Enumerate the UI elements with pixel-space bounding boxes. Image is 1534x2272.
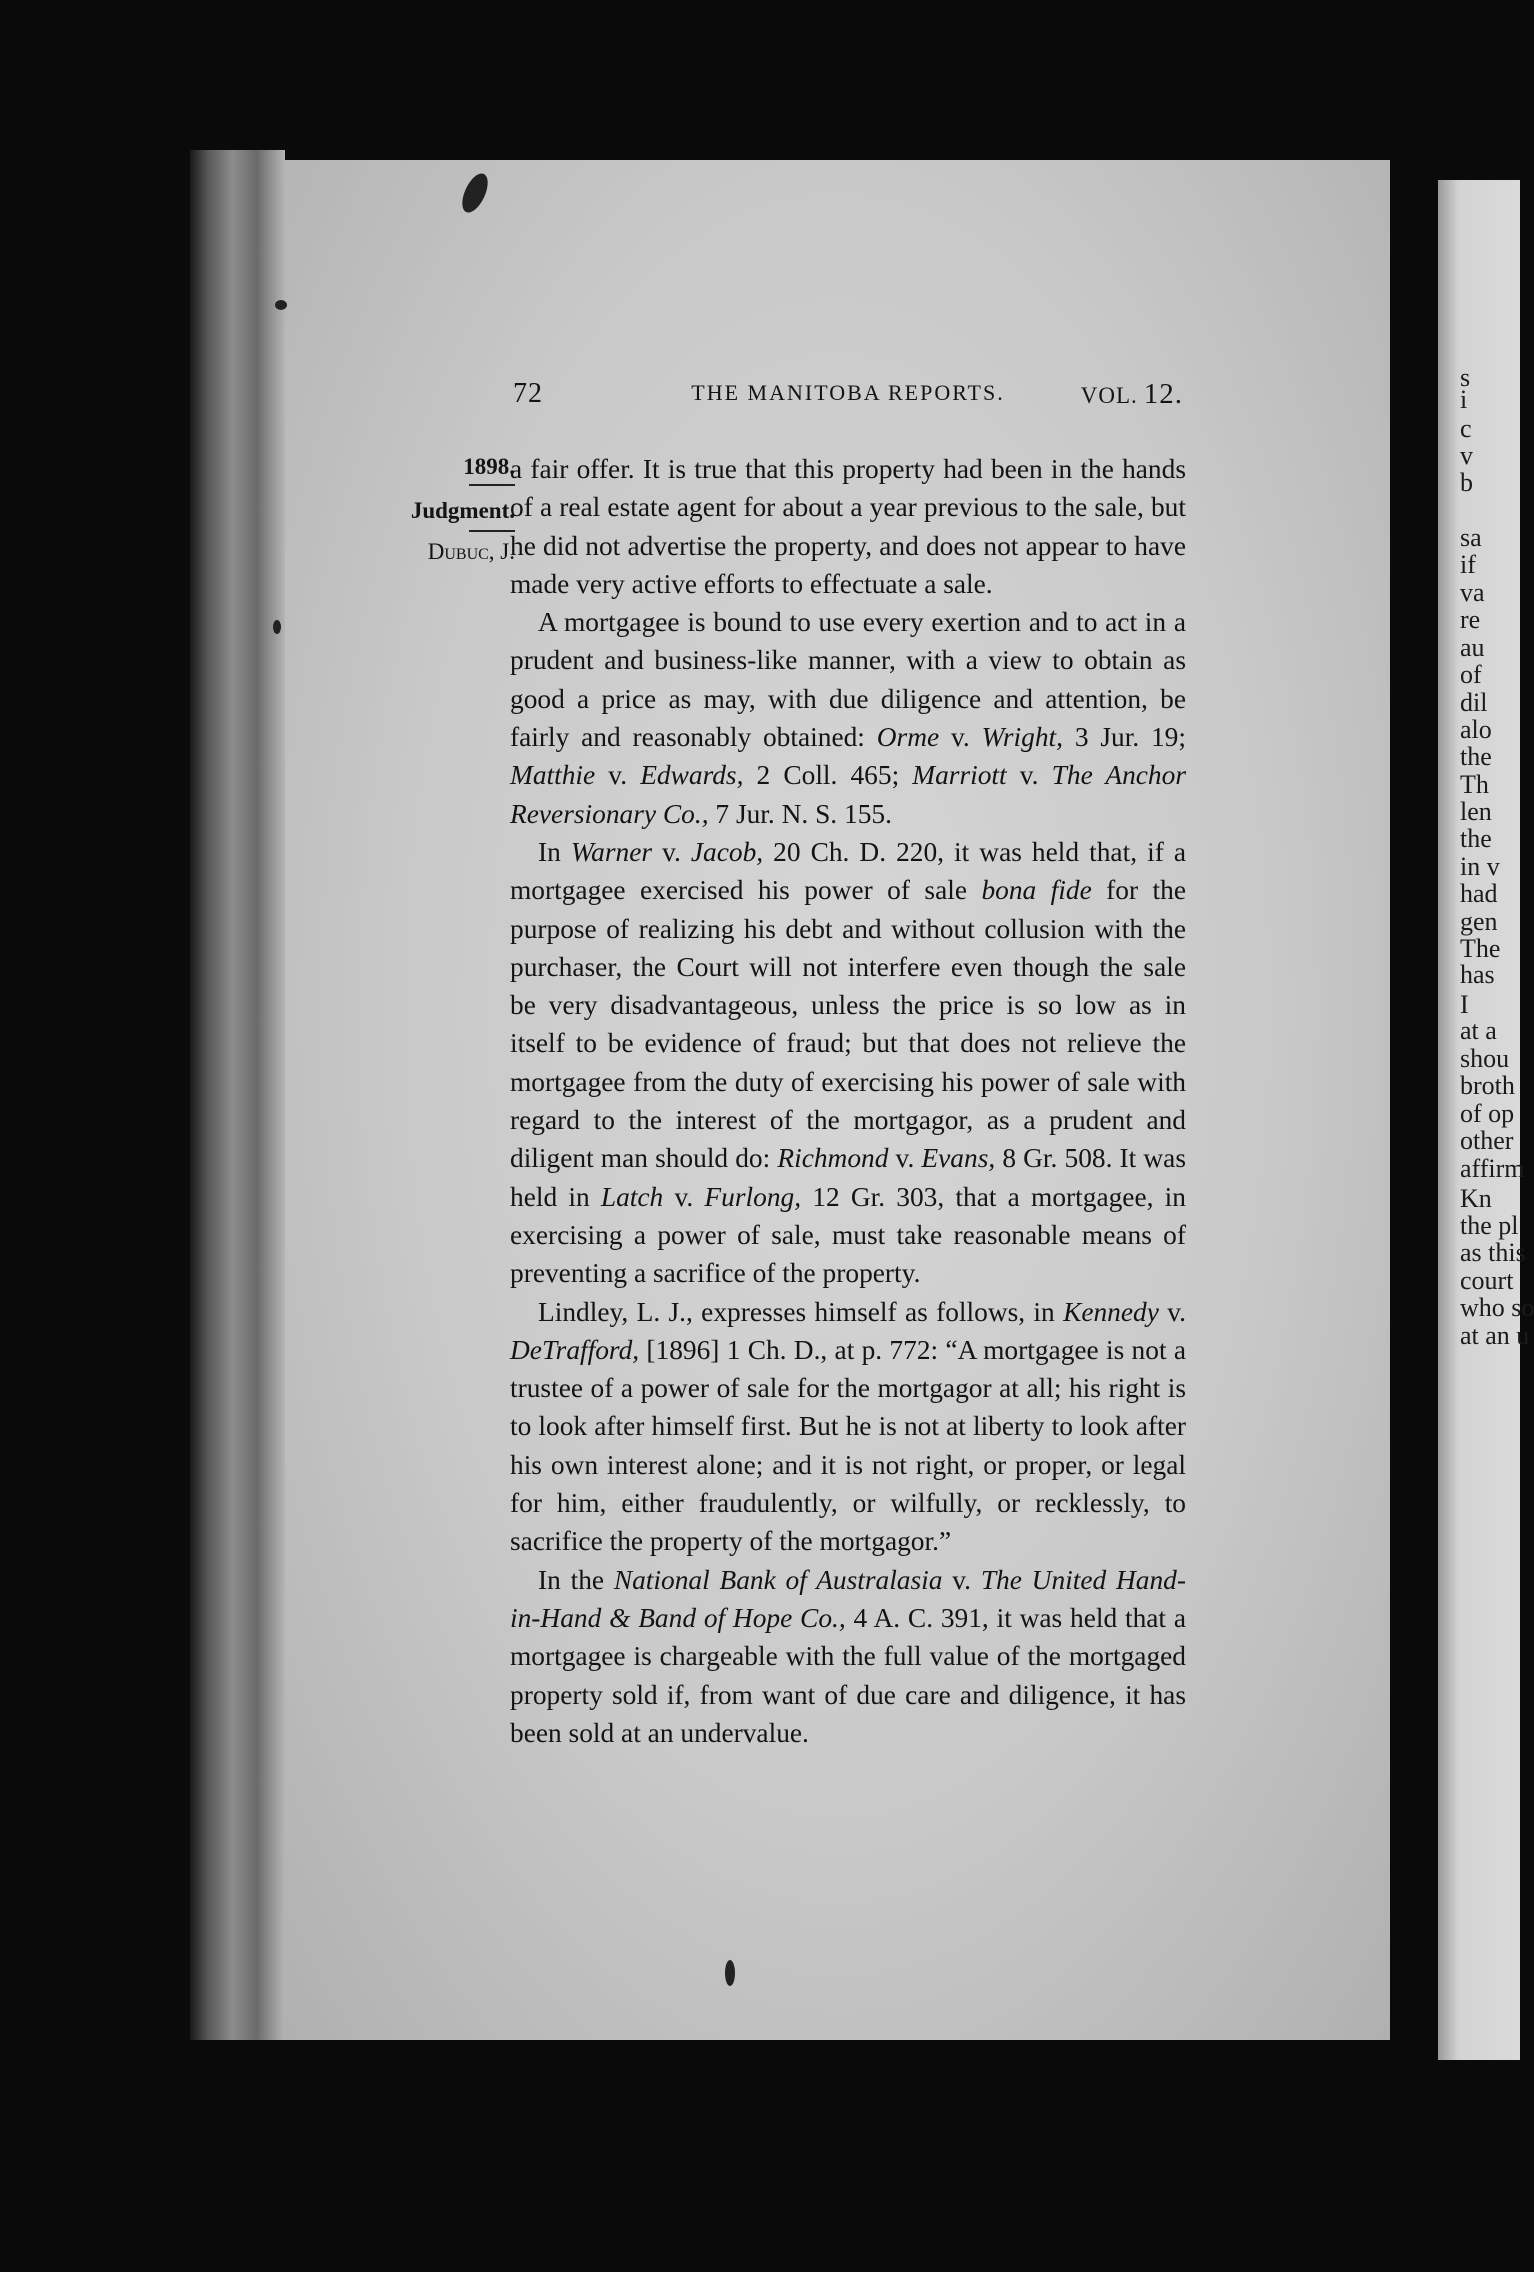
case-citation: Evans, (921, 1143, 996, 1174)
text-run: In (538, 836, 571, 867)
text-run: [1896] 1 Ch. D., at p. 772: “A mortgagee is not a trustee of a power of sale for the mortgagor at all; his right is to look after himself first. But he is not at liberty to look after his own interest alone; and it is not right, or proper, or legal for him, either fraudulently, or wilfully, or recklessly, to sacrifice the property of the mortgagor.” (510, 1334, 1186, 1557)
text-run: v. (939, 722, 982, 753)
running-header (513, 378, 1183, 412)
text-run: 4 A. C. 391, it was held that a mortgagee is chargeable with the full value of the mortgaged property sold if, from want of due care and diligence, it has been sold at an undervalue. (510, 1602, 1186, 1748)
facing-page-line: b (1460, 468, 1473, 497)
facing-page-line: shou (1460, 1044, 1510, 1073)
text-run: v. (888, 1143, 922, 1174)
facing-page-line: s (1460, 363, 1471, 392)
facing-page-line: the (1460, 824, 1492, 853)
facing-page-line: Th (1460, 770, 1489, 799)
text-run: 2 Coll. 465; (743, 760, 913, 791)
case-citation: Jacob, (690, 836, 764, 867)
book-spine (190, 150, 285, 2040)
facing-page-line: had (1460, 879, 1498, 908)
paragraph (510, 1561, 1186, 1752)
margin-rule (469, 530, 515, 532)
margin-rule (469, 484, 515, 486)
text-run: 3 Jur. 19; (1063, 722, 1186, 753)
facing-page-line: alo (1460, 715, 1492, 744)
facing-page-line: The (1460, 934, 1501, 963)
text-run: v. (652, 836, 691, 867)
paragraph (510, 603, 1186, 833)
body-text (510, 450, 1186, 1752)
facing-page-line: re (1460, 605, 1481, 634)
paragraph (510, 1293, 1186, 1561)
facing-page-line: v (1460, 441, 1473, 470)
text-run: 7 Jur. N. S. 155. (708, 798, 892, 829)
text-run: v. (595, 760, 641, 791)
text-run: v. (1158, 1296, 1186, 1327)
facing-page-line: who so (1460, 1293, 1534, 1322)
facing-page-line: len (1460, 797, 1492, 826)
facing-page-line: court (1460, 1266, 1514, 1295)
margin-notes (375, 452, 515, 568)
text-run: A mortgagee is bound to use every exertion and to act in a prudent and business-like manner, with a view to obtain as good a price as may, with due diligence and attention, be fairly and reasonably obtained: (510, 607, 1186, 753)
facing-page-line: sa (1460, 523, 1482, 552)
case-citation: Latch (600, 1181, 664, 1212)
margin-section: Judgment. (410, 498, 515, 523)
facing-page-line: Kn (1460, 1184, 1492, 1213)
page-number: 72 (513, 378, 543, 409)
text-run: Lindley, L. J., expresses himself as follows, in (538, 1296, 1064, 1327)
facing-page-line: in v (1460, 852, 1500, 881)
case-citation: The Anchor Reversionary Co., (510, 760, 1186, 829)
facing-page-line: dil (1460, 688, 1488, 717)
case-citation: bona fide (981, 875, 1092, 906)
facing-page-line: the pl (1460, 1211, 1519, 1240)
facing-page-line: other (1460, 1126, 1514, 1155)
case-citation: Wright, (981, 722, 1063, 753)
case-citation: The United Hand-in-Hand & Band of Hope Co., (510, 1564, 1186, 1633)
text-run: 12 Gr. 303, that a mortgagee, in exercising a power of sale, must take reasonable means of preventing a sacrifice of the property. (510, 1181, 1186, 1289)
facing-page-line: at a (1460, 1016, 1497, 1045)
text-run: 8 Gr. 508. It was held in (510, 1143, 1186, 1212)
text-run: v. (1006, 760, 1052, 791)
facing-page-line: au (1460, 633, 1485, 662)
case-citation: Richmond (777, 1143, 889, 1174)
facing-page-line: broth (1460, 1071, 1515, 1100)
facing-page-line: affirm (1460, 1154, 1525, 1183)
facing-page-line: as this (1460, 1238, 1526, 1267)
volume-word: VOL. (1080, 383, 1138, 408)
case-citation: Furlong, (704, 1181, 802, 1212)
ink-blot (457, 170, 493, 217)
running-title: THE MANITOBA REPORTS. (691, 380, 1005, 405)
case-citation: Marriott (912, 760, 1007, 791)
text-run: for the purpose of realizing his debt and without collusion with the purchaser, the Court will not interfere even though the sale be very disadvantageous, unless the price is so low as in itself to be evidence of fraud; but that does not relieve the mortgagee from the duty of exercising his power of sale with regard to the interest of the mortgagor, as a prudent and diligent man should do: (510, 875, 1187, 1174)
facing-page-line: if (1460, 550, 1476, 579)
margin-year: 1898. (463, 454, 515, 479)
case-citation: Matthie (510, 760, 596, 791)
case-citation: Kennedy (1063, 1296, 1159, 1327)
text-run: 20 Ch. D. 220, it was held that, if a mortgagee exercised his power of sale (510, 836, 1187, 906)
case-citation: DeTrafford, (510, 1334, 640, 1365)
facing-page-line: i (1460, 385, 1468, 414)
ink-blot (273, 620, 281, 634)
margin-judge: Dubuc, J. (427, 539, 515, 564)
facing-page-line: c (1460, 414, 1472, 443)
ink-blot (725, 1960, 735, 1986)
facing-page-line: has (1460, 960, 1495, 989)
text-run: In the (538, 1564, 614, 1595)
facing-page-line: gen (1460, 907, 1498, 936)
facing-page-line: of op (1460, 1099, 1515, 1128)
facing-page-line: I (1460, 990, 1469, 1019)
facing-page-line: of (1460, 660, 1482, 689)
text-run: a fair offer. It is true that this property had been in the hands of a real estate agent for about a year previous to the sale, but he did not advertise the property, and does not appear to have made very active efforts to effectuate a sale. (510, 454, 1186, 599)
facing-page-line: va (1460, 578, 1485, 607)
paragraph (510, 450, 1186, 603)
volume-number: 12. (1143, 378, 1183, 410)
case-citation: Orme (876, 722, 940, 753)
facing-page-line: the (1460, 742, 1492, 771)
ink-blot (275, 300, 287, 310)
book-page (285, 160, 1390, 2040)
facing-page-edge (1438, 180, 1534, 2060)
volume-label (1081, 378, 1183, 411)
paragraph (510, 833, 1186, 1293)
case-citation: Warner (570, 836, 653, 867)
text-run: v. (663, 1181, 705, 1212)
case-citation: National Bank of Australasia (613, 1564, 943, 1595)
facing-page-line: at an u (1460, 1321, 1530, 1350)
text-run: v. (942, 1564, 981, 1595)
case-citation: Edwards, (640, 760, 744, 791)
